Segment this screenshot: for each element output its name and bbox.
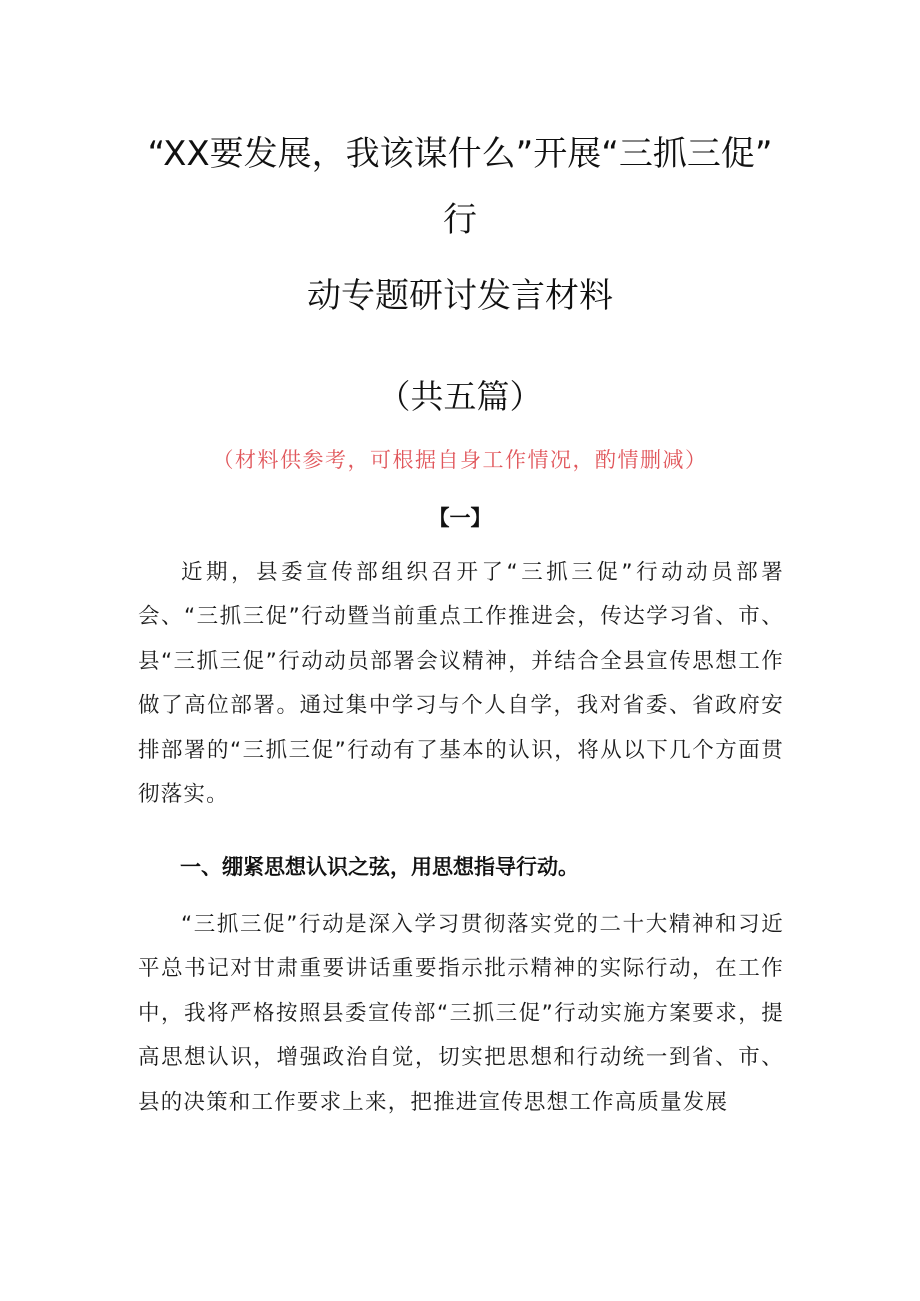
title-line-1: “XX要发展，我该谋什么”开展“三抓三促” [147, 134, 773, 174]
body-paragraph-2: “三抓三促”行动是深入学习贯彻落实党的二十大精神和习近平总书记对甘肃重要讲话重要指示批示精神的实际行动，在工作中，我将严格按照县委宣传部“三抓三促”行动实施方案要求，提高思想认识，增强政治自觉，切实把思想和行动统一到省、市、县的决策和工作要求上来，把推进宣传思想工作高质量发展 [138, 912, 784, 1115]
article-count: （共五篇） [377, 377, 543, 416]
body-paragraph-1: 近期，县委宣传部组织召开了“三抓三促”行动动员部署会、“三抓三促”行动暨当前重点工作推进会，传达学习省、市、县“三抓三促”行动动员部署会议精神，并结合全县宣传思想工作做了高位部署。通过集中学习与个人自学，我对省委、省政府安排部署的“三抓三促”行动有了基本的认识，将从以下几个方面贯彻落实。 [138, 560, 784, 808]
part-label: 【一】 [428, 506, 492, 530]
title-line-2: 行 [443, 200, 477, 240]
title-line-3: 动专题研讨发言材料 [307, 276, 613, 316]
reference-note: （材料供参考，可根据自身工作情况，酌情删减） [212, 448, 708, 472]
section-heading-1: 一、绷紧思想认识之弦，用思想指导行动。 [180, 855, 579, 879]
